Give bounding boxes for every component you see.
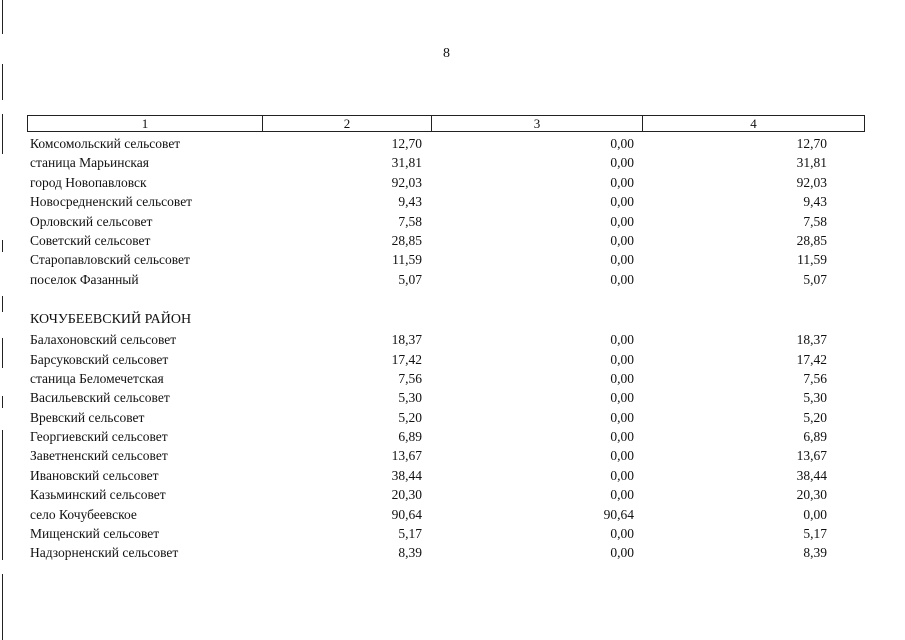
row-value-col2: 12,70 xyxy=(391,136,422,151)
row-value-col3: 0,00 xyxy=(610,213,634,229)
row-value-col4: 17,42 xyxy=(796,351,827,367)
row-value-col3: 0,00 xyxy=(610,232,634,248)
row-name: Георгиевский сельсовет xyxy=(30,429,168,445)
row-value-col3: 90,64 xyxy=(603,506,634,522)
margin-mark xyxy=(2,240,3,252)
row-name: Ивановский сельсовет xyxy=(30,467,159,483)
table-header xyxy=(27,115,865,132)
row-value-col2: 5,20 xyxy=(398,409,422,425)
row-value-col2: 5,07 xyxy=(398,271,422,287)
row-name: Мищенский сельсовет xyxy=(30,526,160,542)
row-value-col4: 20,30 xyxy=(796,487,827,503)
row-value-col4: 28,85 xyxy=(796,232,827,248)
row-value-col4: 8,39 xyxy=(803,545,827,561)
row-value-col3: 0,00 xyxy=(610,390,634,406)
row-value-col2: 90,64 xyxy=(391,506,422,522)
table-row xyxy=(30,351,830,370)
row-name: Советский сельсовет xyxy=(30,232,151,248)
row-value-col4: 18,37 xyxy=(796,332,827,348)
row-value-col2: 18,37 xyxy=(391,332,422,348)
row-value-col2: 5,17 xyxy=(398,526,422,542)
row-value-col4: 31,81 xyxy=(796,155,827,171)
row-name: поселок Фазанный xyxy=(30,271,139,287)
margin-mark xyxy=(2,396,3,408)
row-value-col2: 17,42 xyxy=(391,351,422,367)
row-value-col3: 0,00 xyxy=(610,487,634,503)
row-value-col2: 13,67 xyxy=(391,448,422,464)
row-name: Комсомольский сельсовет xyxy=(30,136,181,151)
row-name: Надзорненский сельсовет xyxy=(30,545,179,561)
section-spacer xyxy=(30,290,830,309)
table-row xyxy=(30,135,830,154)
row-value-col3: 0,00 xyxy=(610,448,634,464)
row-value-col4: 5,20 xyxy=(803,409,827,425)
row-value-col2: 38,44 xyxy=(391,467,422,483)
row-value-col4: 12,70 xyxy=(796,136,827,151)
table-row xyxy=(30,506,830,525)
row-value-col3: 0,00 xyxy=(610,174,634,190)
section-heading: КОЧУБЕЕВСКИЙ РАЙОН xyxy=(30,312,192,328)
row-value-col3: 0,00 xyxy=(610,370,634,386)
row-value-col3: 0,00 xyxy=(610,252,634,268)
table-row xyxy=(30,251,830,270)
margin-mark xyxy=(2,574,3,640)
table-row xyxy=(30,486,830,505)
margin-mark xyxy=(2,430,3,560)
margin-mark xyxy=(2,338,3,368)
row-value-col3: 0,00 xyxy=(610,351,634,367)
row-value-col2: 6,89 xyxy=(398,429,422,445)
row-value-col3: 0,00 xyxy=(610,409,634,425)
row-name: станица Беломечетская xyxy=(30,370,164,386)
row-value-col2: 7,58 xyxy=(398,213,422,229)
table-row xyxy=(30,467,830,486)
header-col-3: 3 xyxy=(432,116,643,131)
margin-mark xyxy=(2,64,3,100)
row-value-col3: 0,00 xyxy=(610,271,634,287)
row-value-col2: 5,30 xyxy=(398,390,422,406)
row-value-col3: 0,00 xyxy=(610,526,634,542)
table-row xyxy=(30,174,830,193)
row-value-col2: 31,81 xyxy=(391,155,422,171)
row-value-col3: 0,00 xyxy=(610,332,634,348)
row-name: Заветненский сельсовет xyxy=(30,448,168,464)
row-name: Старопавловский сельсовет xyxy=(30,252,190,268)
table-row xyxy=(30,154,830,173)
table-row xyxy=(30,370,830,389)
row-value-col2: 11,59 xyxy=(392,252,422,268)
table-row xyxy=(30,271,830,290)
row-value-col2: 20,30 xyxy=(391,487,422,503)
row-name: Балахоновский сельсовет xyxy=(30,332,177,348)
row-value-col4: 7,56 xyxy=(803,370,827,386)
row-name: станица Марьинская xyxy=(30,155,149,171)
row-value-col4: 7,58 xyxy=(803,213,827,229)
row-value-col3: 0,00 xyxy=(610,194,634,210)
header-col-1: 1 xyxy=(28,116,263,131)
row-value-col4: 6,89 xyxy=(803,429,827,445)
row-value-col4: 0,00 xyxy=(803,506,827,522)
margin-mark xyxy=(2,296,3,312)
header-col-2: 2 xyxy=(263,116,432,131)
table-row xyxy=(30,447,830,466)
header-col-4: 4 xyxy=(750,116,757,131)
row-value-col2: 9,43 xyxy=(398,194,422,210)
table-row xyxy=(30,544,830,563)
row-value-col3: 0,00 xyxy=(610,155,634,171)
row-value-col3: 0,00 xyxy=(610,467,634,483)
row-name: Барсуковский сельсовет xyxy=(30,351,169,367)
row-name: Казьминский сельсовет xyxy=(30,487,166,503)
row-value-col4: 92,03 xyxy=(796,174,827,190)
row-value-col4: 5,17 xyxy=(803,526,827,542)
row-name: Васильевский сельсовет xyxy=(30,390,170,406)
row-value-col4: 9,43 xyxy=(803,194,827,210)
row-name: Орловский сельсовет xyxy=(30,213,153,229)
row-value-col2: 28,85 xyxy=(391,232,422,248)
row-value-col2: 7,56 xyxy=(398,370,422,386)
table-row xyxy=(30,331,830,350)
row-name: село Кочубеевское xyxy=(30,506,137,522)
row-name: Вревский сельсовет xyxy=(30,409,145,425)
margin-mark xyxy=(2,0,3,34)
table-row xyxy=(30,525,830,544)
table-row xyxy=(30,232,830,251)
row-value-col4: 13,67 xyxy=(796,448,827,464)
row-value-col4: 5,30 xyxy=(803,390,827,406)
row-value-col2: 8,39 xyxy=(398,545,422,561)
table-row xyxy=(30,193,830,212)
row-name: Новосредненский сельсовет xyxy=(30,194,193,210)
table-body xyxy=(30,135,830,564)
margin-mark xyxy=(2,114,3,154)
table-row xyxy=(30,213,830,232)
table-row xyxy=(30,409,830,428)
row-value-col4: 11,59 xyxy=(797,252,827,268)
row-value-col3: 0,00 xyxy=(610,136,634,151)
row-name: город Новопавловск xyxy=(30,174,147,190)
table-row xyxy=(30,389,830,408)
row-value-col3: 0,00 xyxy=(610,429,634,445)
table-row xyxy=(30,428,830,447)
page-number: 8 xyxy=(443,46,450,61)
row-value-col2: 92,03 xyxy=(391,174,422,190)
row-value-col4: 5,07 xyxy=(803,271,827,287)
row-value-col4: 38,44 xyxy=(796,467,827,483)
row-value-col3: 0,00 xyxy=(610,545,634,561)
